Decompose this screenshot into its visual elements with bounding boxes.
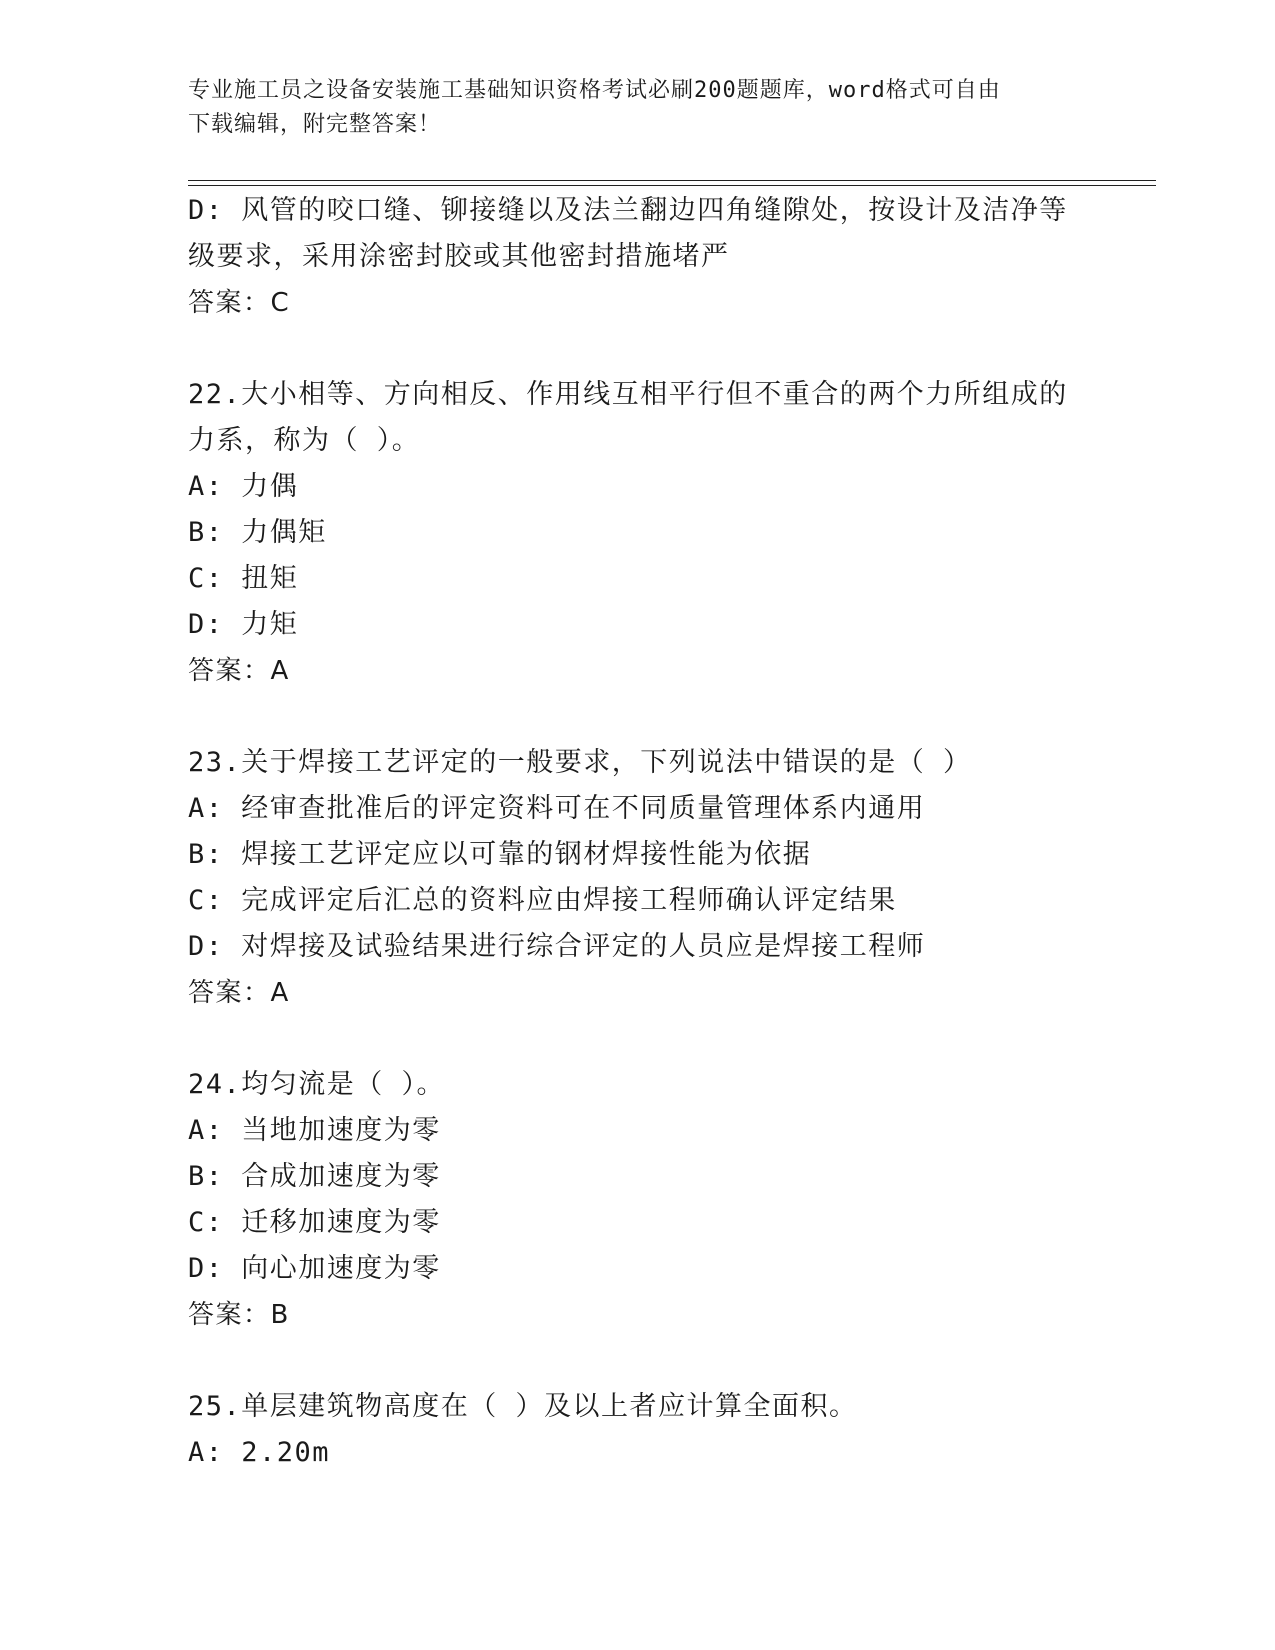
answer-label: 答案：B [188, 1300, 290, 1330]
question-stem-line-1: 23.关于焊接工艺评定的一般要求，下列说法中错误的是（ ） [188, 747, 972, 778]
header-divider-bottom [188, 185, 1156, 186]
header-title-line-1: 专业施工员之设备安装施工基础知识资格考试必刷200题题库，word格式可自由 [188, 78, 1001, 103]
answer-label: 答案：A [188, 978, 290, 1008]
question-list [188, 188, 1128, 1476]
question-stem-line-1: 22.大小相等、方向相反、作用线互相平行但不重合的两个力所组成的 [188, 379, 1068, 410]
option-c: C: 迁移加速度为零 [188, 1207, 441, 1238]
header-divider-top [188, 180, 1156, 181]
option-b: B: 力偶矩 [188, 517, 327, 548]
option-c: C: 完成评定后汇总的资料应由焊接工程师确认评定结果 [188, 885, 897, 916]
question-22 [188, 372, 1128, 694]
option-d-line-1: D: 风管的咬口缝、铆接缝以及法兰翻边四角缝隙处，按设计及洁净等 [188, 195, 1068, 226]
option-b: B: 焊接工艺评定应以可靠的钢材焊接性能为依据 [188, 839, 812, 870]
option-d: D: 对焊接及试验结果进行综合评定的人员应是焊接工程师 [188, 931, 926, 962]
question-stem-line-2: 力系，称为（ ）。 [188, 425, 421, 456]
question-stem-line-1: 24.均匀流是（ ）。 [188, 1069, 446, 1100]
document-header [188, 74, 1088, 142]
option-d: D: 力矩 [188, 609, 299, 640]
option-d-line-2: 级要求，采用涂密封胶或其他密封措施堵严 [188, 241, 730, 272]
question-24 [188, 1062, 1128, 1338]
option-a: A: 力偶 [188, 471, 299, 502]
header-title-line-2: 下载编辑，附完整答案！ [188, 112, 442, 137]
question-spacer [188, 326, 1128, 372]
option-c: C: 扭矩 [188, 563, 299, 594]
option-d: D: 向心加速度为零 [188, 1253, 441, 1284]
previous-question-tail [188, 188, 1128, 326]
question-spacer [188, 1338, 1128, 1384]
answer-label: 答案：C [188, 288, 291, 318]
option-b: B: 合成加速度为零 [188, 1161, 441, 1192]
question-25 [188, 1384, 1128, 1476]
option-a: A: 2.20m [188, 1437, 331, 1468]
question-spacer [188, 1016, 1128, 1062]
question-spacer [188, 694, 1128, 740]
question-stem-line-1: 25.单层建筑物高度在（ ）及以上者应计算全面积。 [188, 1391, 858, 1422]
option-a: A: 经审查批准后的评定资料可在不同质量管理体系内通用 [188, 793, 926, 824]
answer-label: 答案：A [188, 656, 290, 686]
question-23 [188, 740, 1128, 1016]
option-a: A: 当地加速度为零 [188, 1115, 441, 1146]
